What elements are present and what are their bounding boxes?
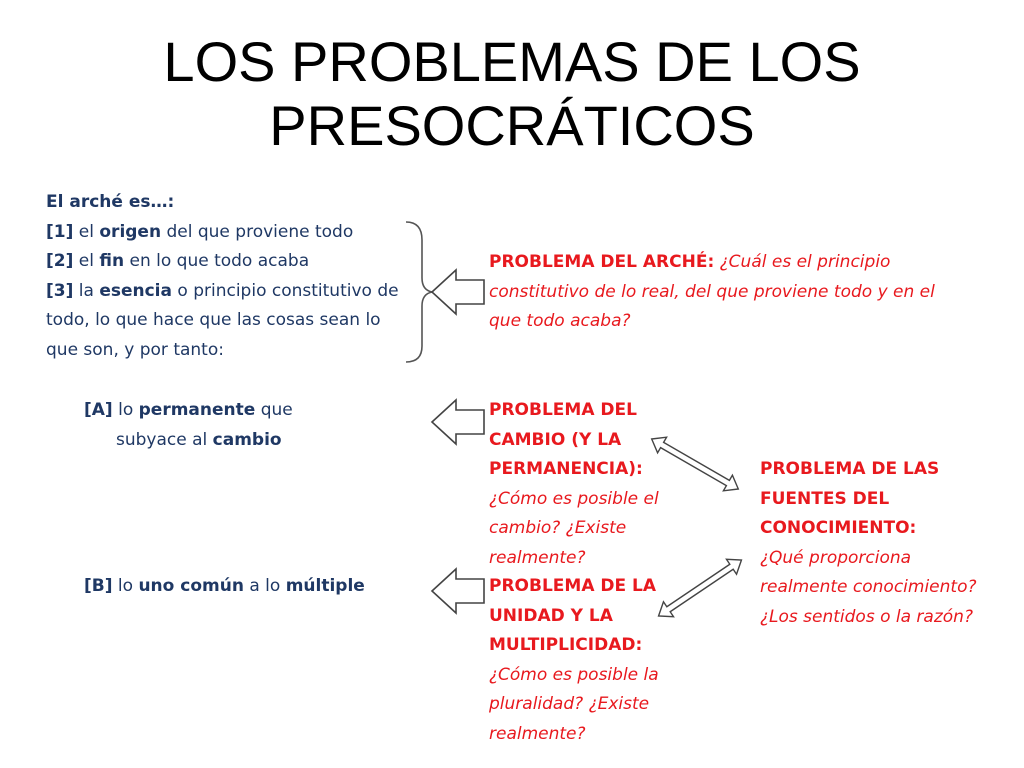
double-arrow-icon: [647, 431, 743, 497]
arrow-left-icon: [432, 400, 484, 444]
arche-item-3-cont-1: todo, lo que hace que las cosas sean lo: [46, 310, 381, 330]
item-a: [A] lo permanente que subyace al cambio: [84, 400, 293, 450]
arrow-left-icon: [432, 569, 484, 613]
problema-fuentes: PROBLEMA DE LAS FUENTES DEL CONOCIMIENTO: ¿Qué proporciona realmente conocimiento? ¿Los sentidos o la razón?: [760, 459, 977, 627]
arche-item-2: [2] el fin en lo que todo acaba: [46, 251, 310, 271]
item-b: [B] lo uno común a lo múltiple: [84, 576, 365, 596]
arche-item-1: [1] el origen del que proviene todo: [46, 221, 354, 242]
arrow-left-icon: [432, 270, 484, 314]
problema-arche-label: PROBLEMA DEL ARCHÉ: [489, 252, 708, 272]
arche-item-3-cont-2: que son, y por tanto:: [46, 339, 224, 360]
problema-arche: PROBLEMA DEL ARCHÉ: ¿Cuál es el principio constitutivo de lo real, del que proviene todo y en el que todo acaba?: [489, 252, 935, 331]
problema-cambio: PROBLEMA DEL CAMBIO (Y LA PERMANENCIA): ¿Cómo es posible el cambio? ¿Existe realmente?: [489, 400, 659, 568]
curly-brace-icon: [406, 222, 432, 362]
arche-item-3: [3] la esencia o principio constitutivo de: [46, 280, 399, 301]
title-line-1: LOS PROBLEMAS DE LOS: [163, 30, 861, 93]
title-line-2: PRESOCRÁTICOS: [269, 94, 755, 157]
double-arrow-icon: [654, 553, 747, 624]
problema-unidad: PROBLEMA DE LA UNIDAD Y LA MULTIPLICIDAD: ¿Cómo es posible la pluralidad? ¿Existe realmente?: [489, 576, 659, 744]
arche-heading: El arché es…:: [46, 192, 175, 212]
